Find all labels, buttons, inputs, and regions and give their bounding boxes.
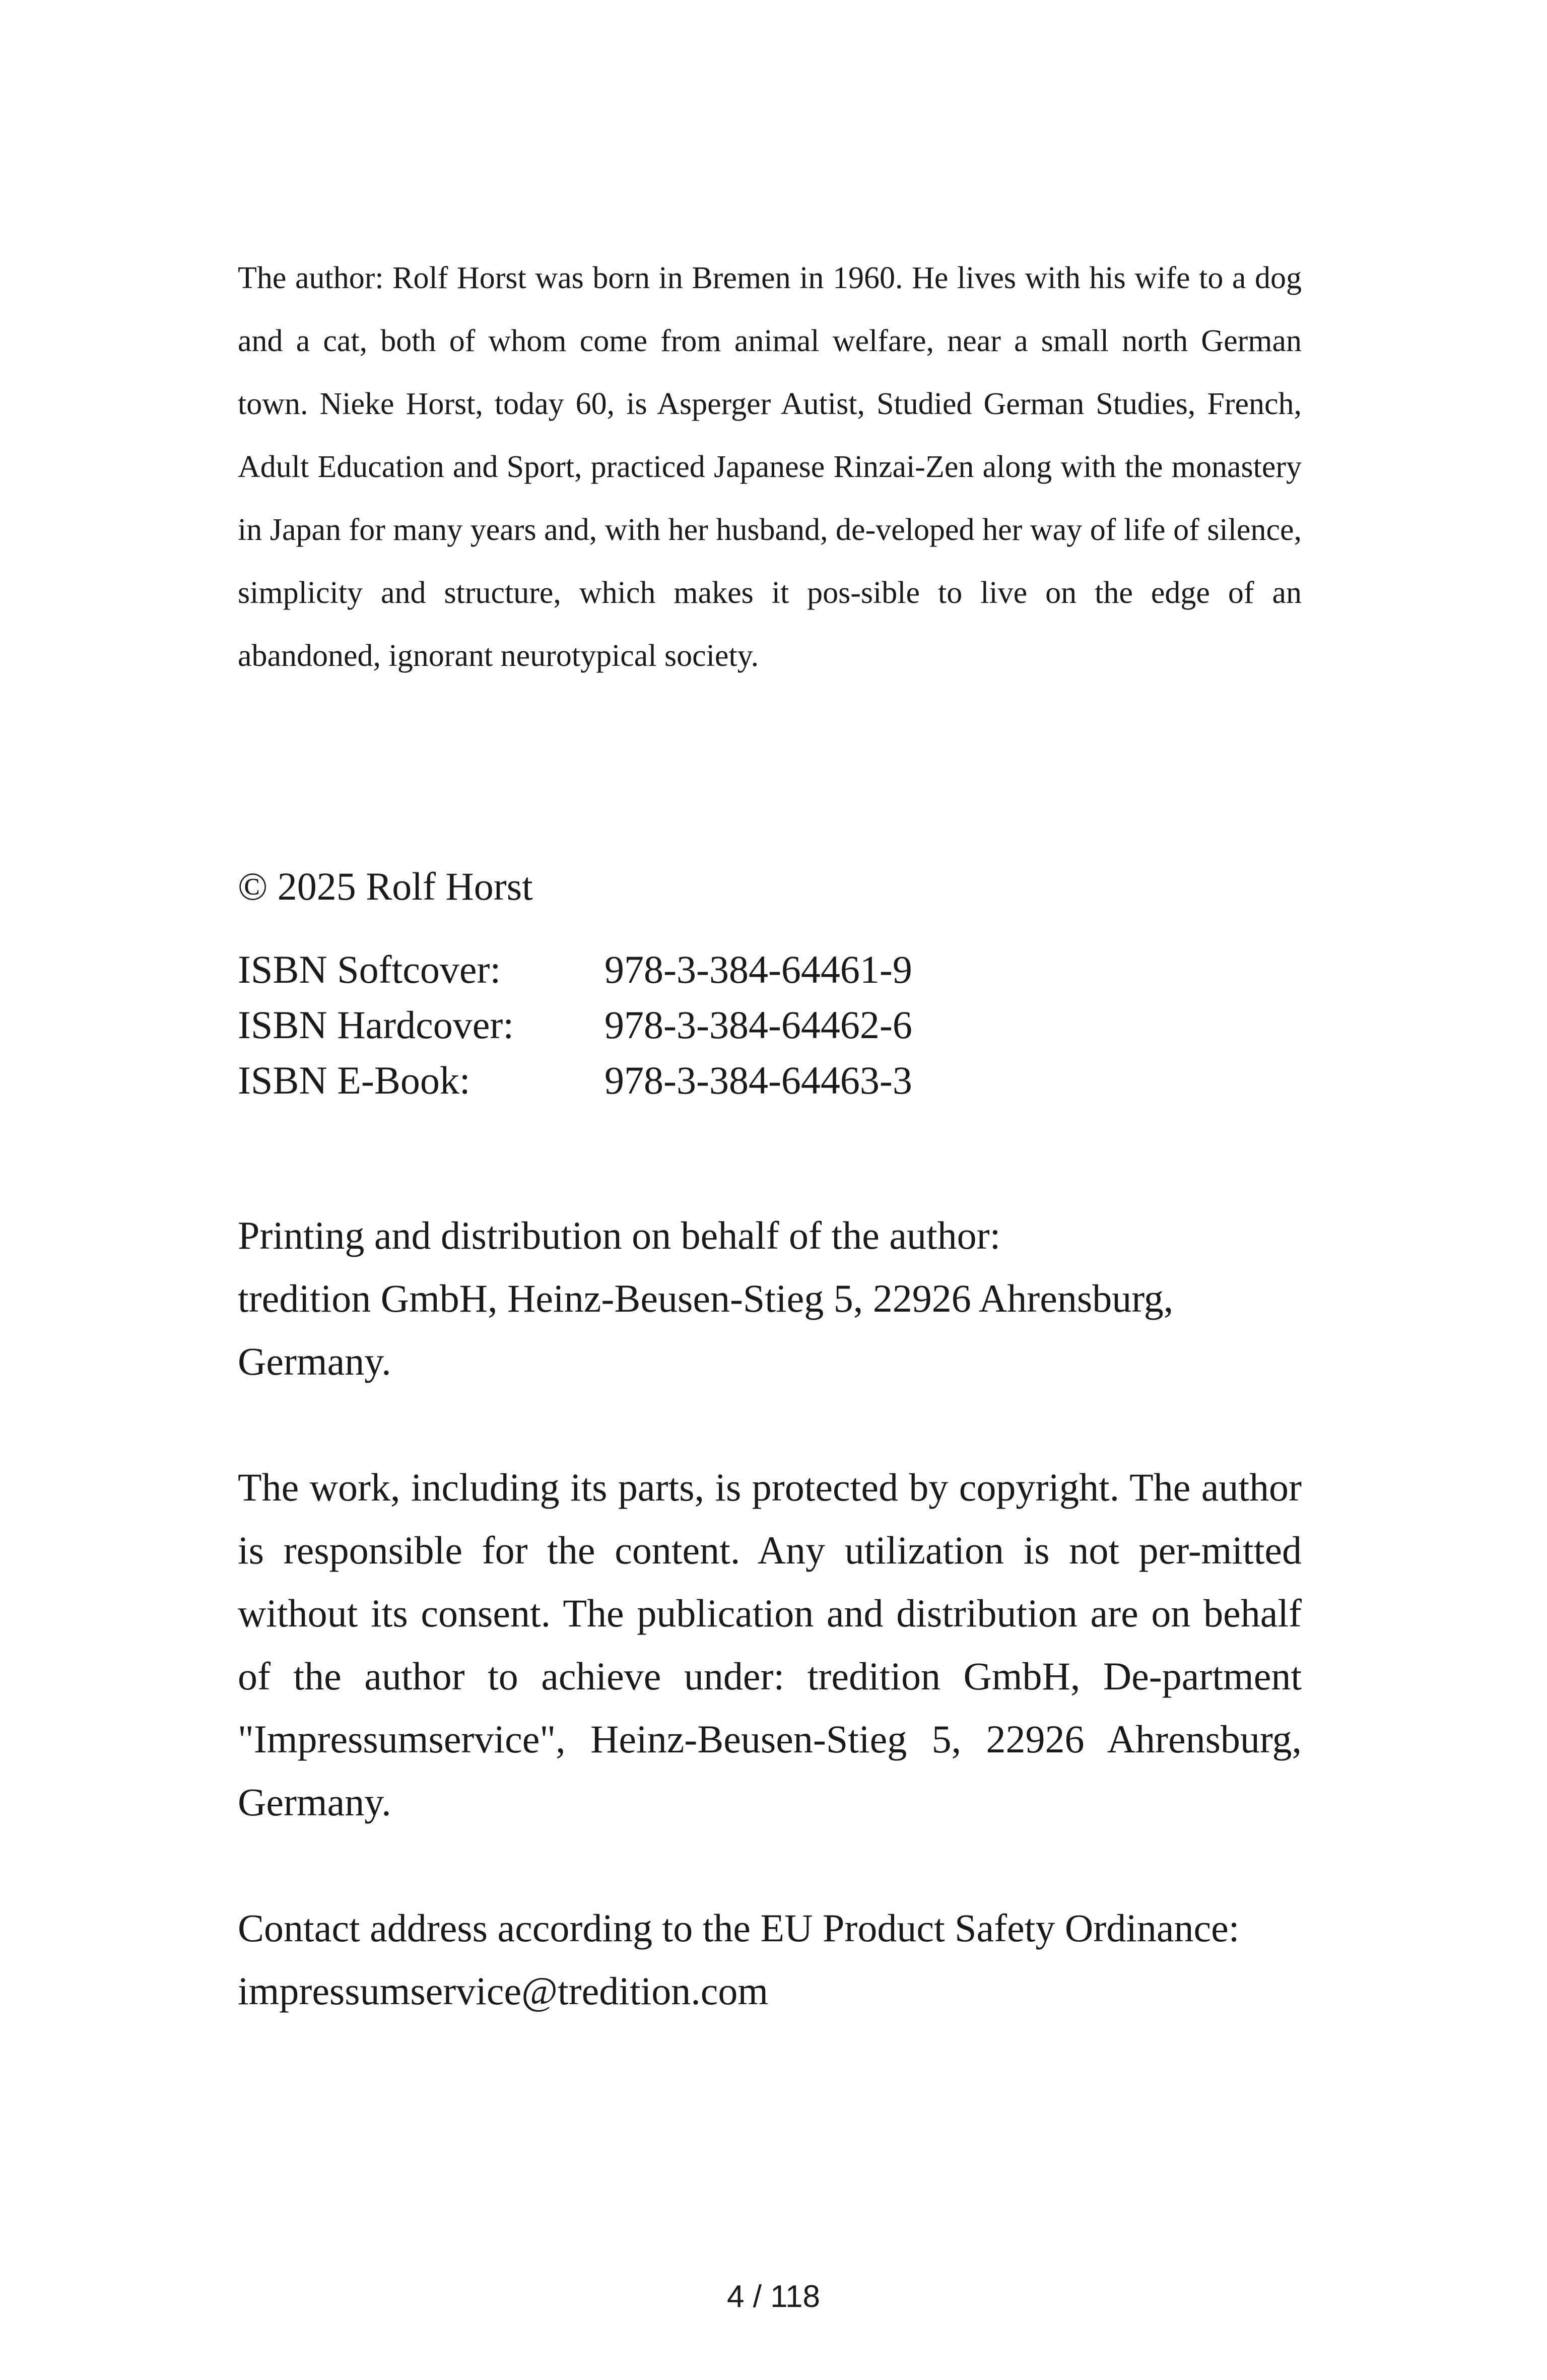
contact-email: impressumservice@tredition.com xyxy=(238,1969,769,2013)
contact-info xyxy=(238,1896,1302,2022)
isbn-value: 978-3-384-64461-9 xyxy=(604,947,912,991)
author-bio: The author: Rolf Horst was born in Bremen in 1960. He lives with his wife to a dog and a cat, both of whom come from animal welfare, near a small north German town. Nieke Horst, today 60, is Asperger Autist, Studied German Studies, French, Adult Education and Sport, practiced Japanese Rinzai-Zen along with the monastery in Japan for many years and, with her husband, de-veloped her way of life of silence, simplicity and structure, which makes it pos-sible to live on the edge of an abandoned, ignorant neurotypical society. xyxy=(238,261,1302,673)
printing-line: Printing and distribution on behalf of the author: xyxy=(238,1213,1001,1257)
isbn-label: ISBN E-Book: xyxy=(238,1058,470,1102)
printing-line: Germany. xyxy=(238,1339,391,1383)
isbn-list xyxy=(238,942,912,1108)
isbn-row xyxy=(238,997,912,1053)
isbn-row xyxy=(238,942,912,997)
isbn-value: 978-3-384-64463-3 xyxy=(604,1058,912,1102)
copyright-line: © 2025 Rolf Horst xyxy=(238,864,533,908)
contact-line: Contact address according to the EU Product Safety Ordinance: xyxy=(238,1906,1240,1950)
printing-line: tredition GmbH, Heinz-Beusen-Stieg 5, 22926 Ahrensburg, xyxy=(238,1276,1174,1320)
printing-info xyxy=(238,1204,1302,1393)
page-number: 4 / 118 xyxy=(726,2279,820,2314)
isbn-label: ISBN Softcover: xyxy=(238,947,501,991)
isbn-row xyxy=(238,1053,912,1108)
isbn-label: ISBN Hardcover: xyxy=(238,1003,514,1047)
isbn-value: 978-3-384-64462-6 xyxy=(604,1003,912,1047)
copyright-notice: The work, including its parts, is protected by copyright. The author is responsible for the content. Any utilization is not per-mitted without its consent. The publication and distribution are on behalf of the author to achieve under: tredition GmbH, De-partment "Impressumservice", Heinz-Beusen-Stieg 5, 22926 Ahrensburg, Germany. xyxy=(238,1465,1302,1824)
